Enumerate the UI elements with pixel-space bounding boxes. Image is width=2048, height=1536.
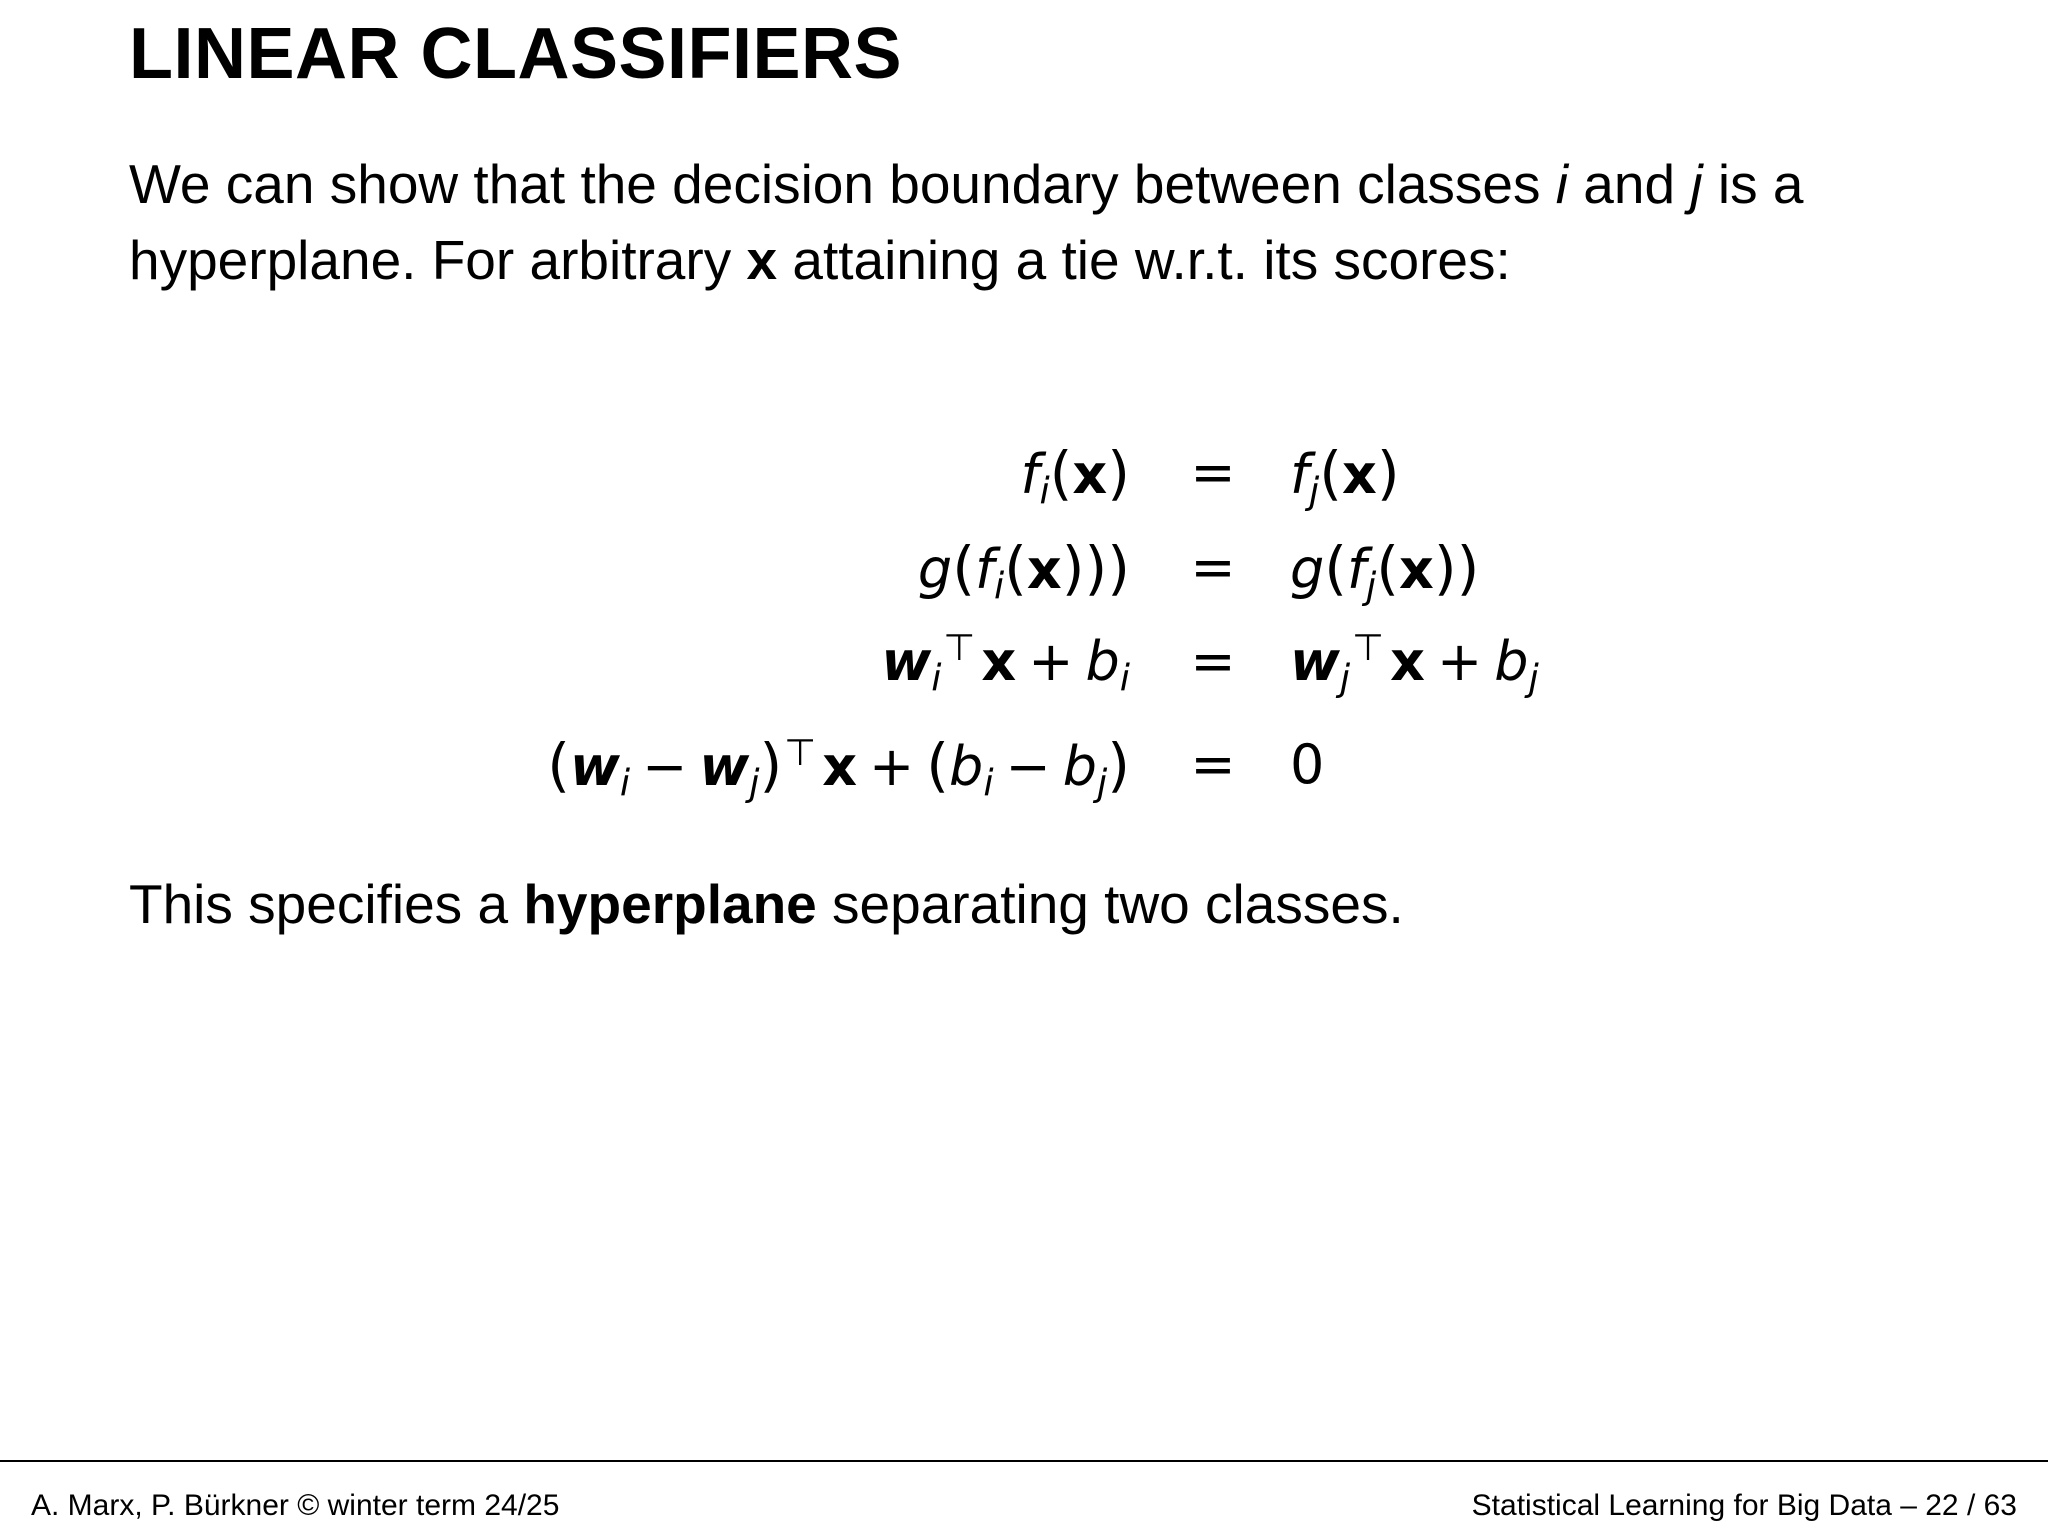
var-x: x — [746, 229, 778, 291]
equation-2-lhs: $g(f_i(x))$) — [917, 534, 1130, 608]
closing-bold-term: hyperplane — [523, 873, 817, 935]
footer-divider — [0, 1460, 2048, 1462]
equation-3-equals: = — [1190, 630, 1236, 693]
var-j: j — [1690, 153, 1703, 215]
intro-text-1: We can show that the decision boundary between classes — [129, 153, 1556, 215]
closing-text-1: This specifies a — [129, 873, 524, 935]
equation-2-rhs: $g(f_j(x))$ — [1290, 534, 1480, 608]
equation-2-equals: = — [1190, 536, 1236, 599]
closing-sentence — [129, 866, 1404, 942]
equation-1-equals: = — [1190, 441, 1236, 504]
equation-4-lhs: $(w_i - w_j)^⊤$ $x + (b_i - b_j)$ — [547, 730, 1130, 805]
var-i: i — [1555, 153, 1569, 215]
slide-title: LINEAR CLASSIFIERS — [129, 14, 903, 94]
equation-3-lhs: $w_i^⊤$ $x + b_i$ — [881, 625, 1130, 700]
intro-text-3: is a hyperplane. For arbitrary — [129, 153, 1804, 291]
footer-authors: A. Marx, P. Bürkner © winter term 24/25 — [31, 1489, 560, 1522]
equation-1-rhs: $f_j(x)$ — [1290, 439, 1400, 513]
equation-1-lhs: $f_i(x)$ — [1020, 439, 1130, 513]
intro-text-2: and — [1568, 153, 1691, 215]
footer-course-page: Statistical Learning for Big Data – 22 / 63 — [1471, 1489, 2017, 1522]
equation-4-rhs: 0 — [1290, 733, 1325, 796]
closing-text-2: separating two classes. — [816, 873, 1404, 935]
equation-3-rhs: $w_j^⊤$ $x + b_j$ — [1290, 625, 1539, 700]
equation-4-equals: = — [1190, 733, 1236, 796]
intro-text-4: attaining a tie w.r.t. its scores: — [777, 229, 1511, 291]
